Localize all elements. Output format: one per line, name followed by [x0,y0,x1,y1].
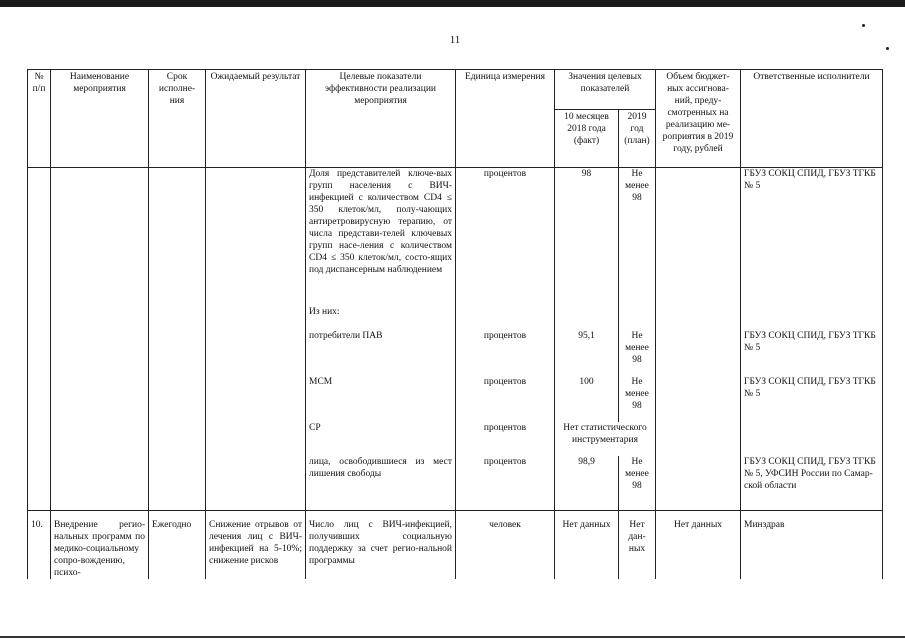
cell-indicator: МСМ [306,376,456,422]
cell-value-merged: Нет статистического инструментария [555,422,656,456]
table-header-row [28,70,883,110]
cell-unit: процентов [456,330,555,376]
cell-term: Ежегодно [149,511,206,580]
cell-responsible: Минздрав [741,511,883,580]
cell-name [51,330,149,376]
cell-budget [656,456,741,511]
header-values-2018: 10 месяцев 2018 года (факт) [555,109,619,167]
cell-value-2018: 98,9 [555,456,619,511]
cell-num [28,330,51,376]
cell-result [206,306,306,330]
cell-budget [656,376,741,422]
cell-value-2019: Не менее 98 [619,456,656,511]
header-indicators: Целевые показатели эффективности реализации мероприятия [306,70,456,168]
cell-value-2018: 95,1 [555,330,619,376]
cell-indicator: потребители ПАВ [306,330,456,376]
cell-num [28,168,51,307]
cell-value-2019: Не менее 98 [619,168,656,307]
cell-name [51,306,149,330]
header-values-2019: 2019 год (план) [619,109,656,167]
cell-num [28,306,51,330]
cell-value-2019: Нет дан-ных [619,511,656,580]
cell-result [206,422,306,456]
cell-unit: процентов [456,168,555,307]
cell-indicator: лица, освободившиеся из мест лишения свободы [306,456,456,511]
cell-indicator: Число лиц с ВИЧ-инфекцией, получивших социальную поддержку за счет регио-нальной программы [306,511,456,580]
cell-responsible: ГБУЗ СОКЦ СПИД, ГБУЗ ТГКБ № 5 [741,330,883,376]
cell-result [206,168,306,307]
header-responsible: Ответственные исполнители [741,70,883,168]
header-result: Ожидаемый результат [206,70,306,168]
cell-term [149,456,206,511]
scan-speck [886,47,889,50]
cell-num [28,456,51,511]
cell-value-2018: 100 [555,376,619,422]
cell-unit: процентов [456,376,555,422]
cell-result [206,376,306,422]
cell-value-2019 [619,306,656,330]
cell-indicator: Доля представителей ключе-вых групп населения с ВИЧ-инфекцией с количеством CD4 ≤ 350 клеток/мл, полу-чающих антиретровирусную терапию, от числа представи-телей ключевых групп насе-ления с количеством CD4 ≤ 350 клеток/мл, состо-ящих под диспансерным наблюдением [306,168,456,307]
table-row [28,376,883,422]
cell-value-2019: Не менее 98 [619,376,656,422]
cell-num [28,422,51,456]
table-row [28,511,883,580]
cell-term [149,168,206,307]
header-term: Срок исполне-ния [149,70,206,168]
cell-responsible: ГБУЗ СОКЦ СПИД, ГБУЗ ТГКБ № 5 [741,168,883,307]
cell-value-2018: Нет данных [555,511,619,580]
cell-term [149,330,206,376]
table-row [28,330,883,376]
cell-value-2018: 98 [555,168,619,307]
cell-responsible [741,422,883,456]
table-row [28,168,883,307]
cell-budget [656,330,741,376]
page-number: 11 [449,34,461,46]
cell-result [206,456,306,511]
cell-term [149,306,206,330]
cell-result: Снижение отрывов от лечения лиц с ВИЧ-инфекцией на 5-10%; снижение рисков [206,511,306,580]
cell-indicator: Из них: [306,306,456,330]
header-budget: Объем бюджет-ных ассигнова-ний, преду-смотренных на реализацию ме-роприятия в 2019 году, рублей [656,70,741,168]
scan-speck [862,24,865,27]
cell-responsible: ГБУЗ СОКЦ СПИД, ГБУЗ ТГКБ № 5, УФСИН России по Самар-ской области [741,456,883,511]
page-top-border [0,0,905,7]
cell-value-2018 [555,306,619,330]
header-num: № п/п [28,70,51,168]
header-values: Значения целевых показателей [555,70,656,110]
cell-budget: Нет данных [656,511,741,580]
cell-budget [656,306,741,330]
cell-budget [656,422,741,456]
cell-term [149,422,206,456]
cell-budget [656,168,741,307]
cell-name: Внедрение регио-нальных программ по медико-социальному сопро-вождению, психо- [51,511,149,580]
cell-result [206,330,306,376]
cell-num: 10. [28,511,51,580]
cell-term [149,376,206,422]
header-unit: Единица измерения [456,70,555,168]
cell-responsible [741,306,883,330]
cell-responsible: ГБУЗ СОКЦ СПИД, ГБУЗ ТГКБ № 5 [741,376,883,422]
cell-num [28,376,51,422]
cell-value-2019: Не менее 98 [619,330,656,376]
cell-name [51,456,149,511]
page-bottom-border [0,636,905,638]
cell-name [51,422,149,456]
cell-indicator: СР [306,422,456,456]
table-row [28,306,883,330]
table-row [28,422,883,456]
cell-unit: процентов [456,456,555,511]
cell-unit: процентов [456,422,555,456]
cell-name [51,376,149,422]
header-name: Наименование мероприятия [51,70,149,168]
cell-unit [456,306,555,330]
cell-name [51,168,149,307]
measures-table [27,69,883,579]
table-row [28,456,883,511]
cell-unit: человек [456,511,555,580]
